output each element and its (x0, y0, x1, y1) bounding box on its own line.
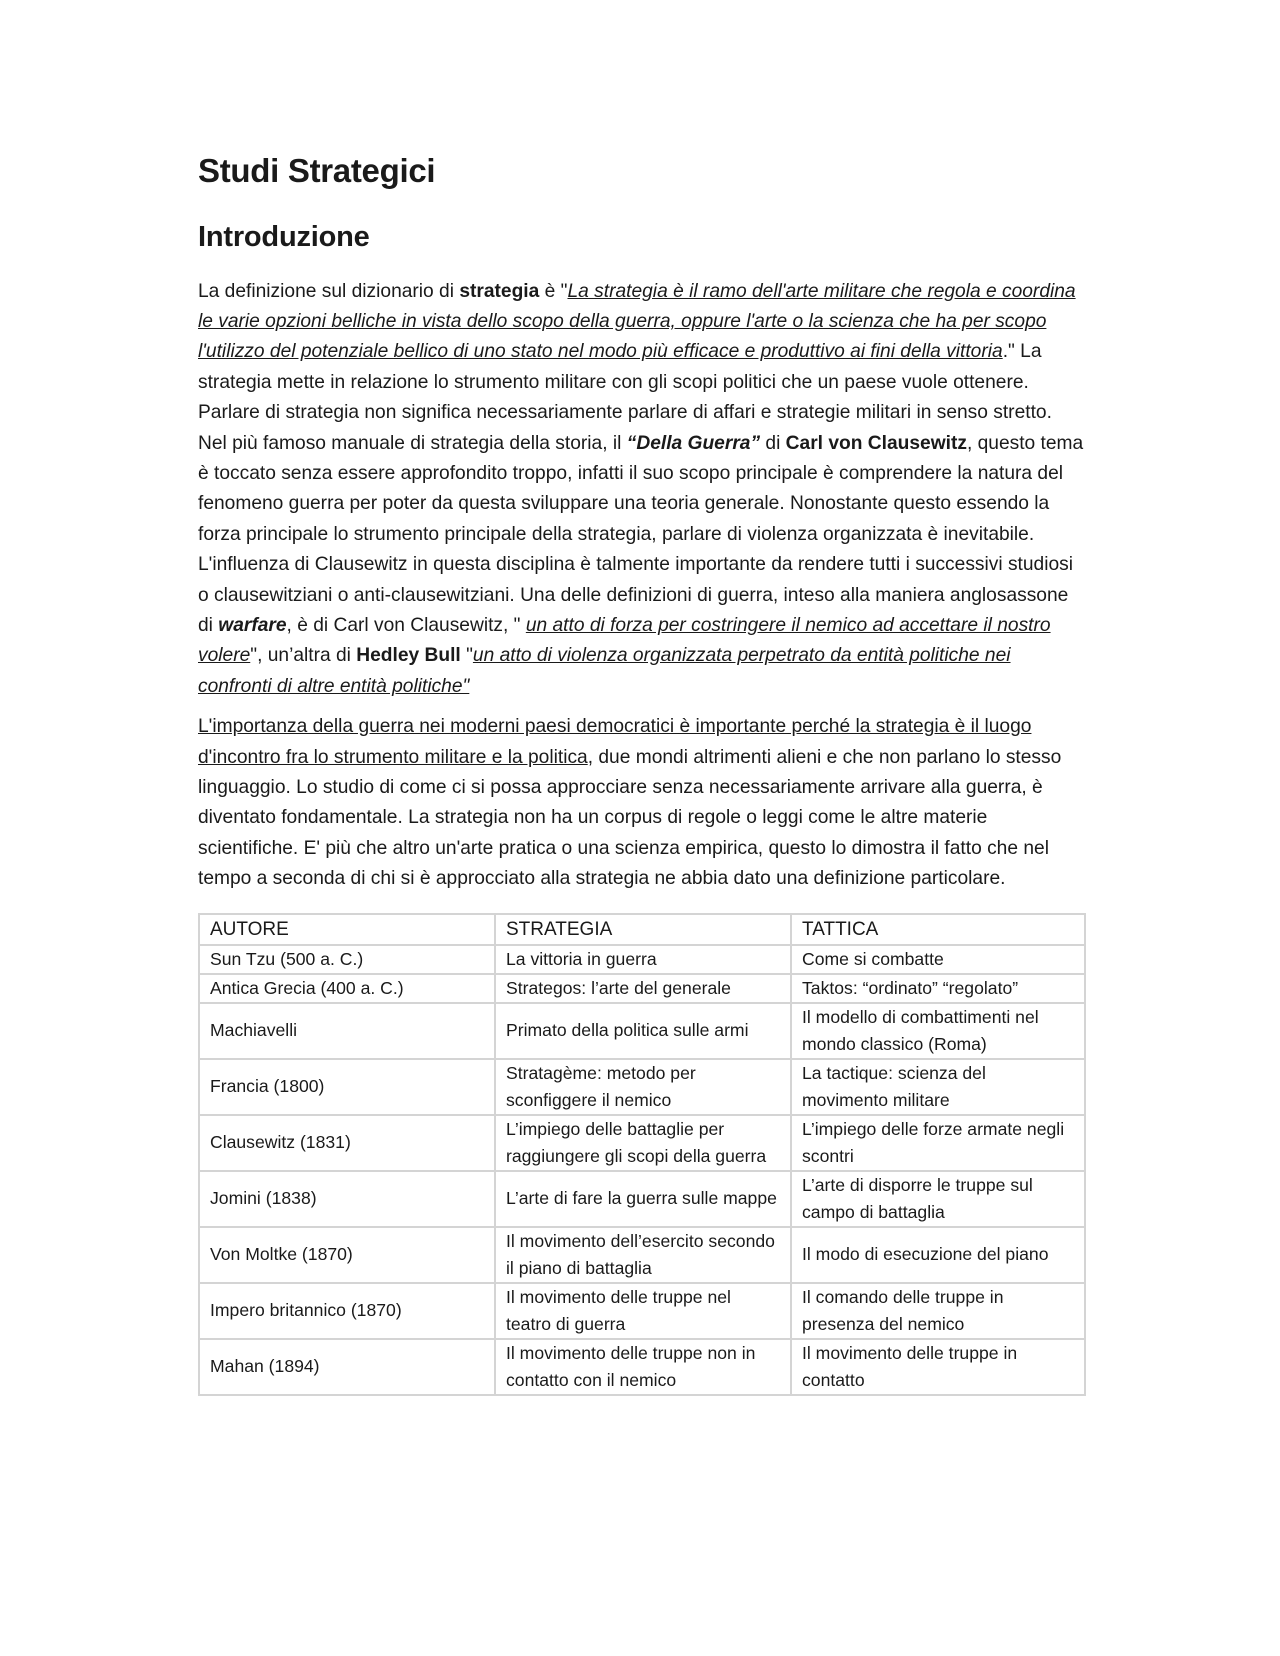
table-header-cell: STRATEGIA (495, 914, 791, 945)
p1-run: ." La strategia mette in relazione lo strumento militare con gli scopi politici che un paese vuole ottenere. Parlare di strategia non significa necessariamente parlare di affari e strategie militari in senso stretto. Nel più famoso manuale di strategia della storia, il (198, 341, 1052, 454)
table-cell: Von Moltke (1870) (199, 1227, 495, 1283)
p1-run: strategia (459, 280, 540, 302)
table-cell: Il comando delle truppe in presenza del nemico (791, 1283, 1085, 1339)
table-cell: Antica Grecia (400 a. C.) (199, 974, 495, 1003)
table-cell: Il movimento dell’esercito secondo il piano di battaglia (495, 1227, 791, 1283)
p1-run: La definizione sul dizionario di (198, 280, 460, 302)
table-row (199, 1227, 1085, 1283)
table-cell: Il movimento delle truppe nel teatro di guerra (495, 1283, 791, 1339)
table-row (199, 1283, 1085, 1339)
p2-run: , due mondi altrimenti alieni e che non parlano lo stesso linguaggio. Lo studio di come ci si possa approcciare senza necessariamente arrivare alla guerra, è diventato fondamentale. La strategia non ha un corpus di regole o leggi come le altre materie scientifiche. E' più che altro un'arte pratica o una scienza empirica, questo lo dimostra il fatto che nel tempo a seconda di chi si è approcciato alla strategia ne abbia dato una definizione particolare. (198, 746, 1062, 890)
table-cell: Il modello di combattimenti nel mondo classico (Roma) (791, 1003, 1085, 1059)
table-header-row (199, 914, 1085, 945)
table-cell: Stratagème: metodo per sconfiggere il nemico (495, 1059, 791, 1115)
p1-quote: La strategia è il ramo dell'arte militare che regola e coordina le varie opzioni belliche in vista dello scopo della guerra, oppure l'arte o la scienza che ha per scopo l'utilizzo del potenziale bellico di uno stato nel modo più efficace e produttivo ai fini della vittoria (198, 280, 1076, 363)
p1-run: è " (539, 280, 568, 302)
p1-run: Carl von Clausewitz (785, 432, 967, 454)
p1-run: " (460, 645, 473, 667)
p1-run: di (760, 432, 786, 454)
table-cell: Strategos: l’arte del generale (495, 974, 791, 1003)
table-row (199, 1115, 1085, 1171)
intro-paragraph-1 (198, 277, 1086, 703)
table-row (199, 1339, 1085, 1395)
p1-quote: un atto di forza per costringere il nemico ad accettare il nostro volere (198, 615, 1051, 667)
table-cell: Il movimento delle truppe non in contatto con il nemico (495, 1339, 791, 1395)
table-header-cell: TATTICA (791, 914, 1085, 945)
table-row (199, 1171, 1085, 1227)
table-cell: Il movimento delle truppe in contatto (791, 1339, 1085, 1395)
table-cell: Mahan (1894) (199, 1339, 495, 1395)
p1-quote: un atto di violenza organizzata perpetrato da entità politiche nei confronti di altre entità politiche" (198, 645, 1011, 697)
section-heading: Introduzione (198, 220, 370, 253)
p1-run: “Della Guerra” (626, 432, 761, 454)
table-cell: Come si combatte (791, 945, 1085, 974)
intro-paragraph-2 (198, 712, 1086, 894)
table-cell: L’impiego delle forze armate negli scontri (791, 1115, 1085, 1171)
table-cell: Francia (1800) (199, 1059, 495, 1115)
table-cell: Clausewitz (1831) (199, 1115, 495, 1171)
table-cell: Impero britannico (1870) (199, 1283, 495, 1339)
table-cell: Taktos: “ordinato” “regolato” (791, 974, 1085, 1003)
table-cell: La tactique: scienza del movimento militare (791, 1059, 1085, 1115)
document-page (198, 150, 1086, 1396)
table-row (199, 1003, 1085, 1059)
table-row (199, 945, 1085, 974)
table-header-cell: AUTORE (199, 914, 495, 945)
p1-run: Hedley Bull (356, 645, 461, 667)
table-cell: Machiavelli (199, 1003, 495, 1059)
strategy-tactics-table (198, 913, 1086, 1396)
p1-run: , è di Carl von Clausewitz, " (286, 615, 526, 637)
p2-run: L'importanza della guerra nei moderni paesi democratici è importante perché la strategia è il luogo d'incontro fra lo strumento militare e la politica (198, 716, 1032, 768)
p1-run: ", un’altra di (250, 645, 357, 667)
table-cell: Jomini (1838) (199, 1171, 495, 1227)
table-cell: L’arte di fare la guerra sulle mappe (495, 1171, 791, 1227)
table-cell: Il modo di esecuzione del piano (791, 1227, 1085, 1283)
table-cell: Primato della politica sulle armi (495, 1003, 791, 1059)
p1-run: warfare (218, 615, 287, 637)
document-title: Studi Strategici (198, 152, 436, 189)
table-cell: L’arte di disporre le truppe sul campo di battaglia (791, 1171, 1085, 1227)
table-cell: La vittoria in guerra (495, 945, 791, 974)
table-row (199, 1059, 1085, 1115)
table-cell: L’impiego delle battaglie per raggiungere gli scopi della guerra (495, 1115, 791, 1171)
p1-run: , questo tema è toccato senza essere approfondito troppo, infatti il suo scopo principale è comprendere la natura del fenomeno guerra per poter da questa sviluppare una teoria generale. Nonostante questo essendo la forza principale lo strumento principale della strategia, parlare di violenza organizzata è inevitabile. L'influenza di Clausewitz in questa disciplina è talmente importante da rendere tutti i successivi studiosi o clausewitziani o anti-clausewitziani. Una delle definizioni di guerra, inteso alla maniera anglosassone di (198, 432, 1084, 637)
table-row (199, 974, 1085, 1003)
table-cell: Sun Tzu (500 a. C.) (199, 945, 495, 974)
